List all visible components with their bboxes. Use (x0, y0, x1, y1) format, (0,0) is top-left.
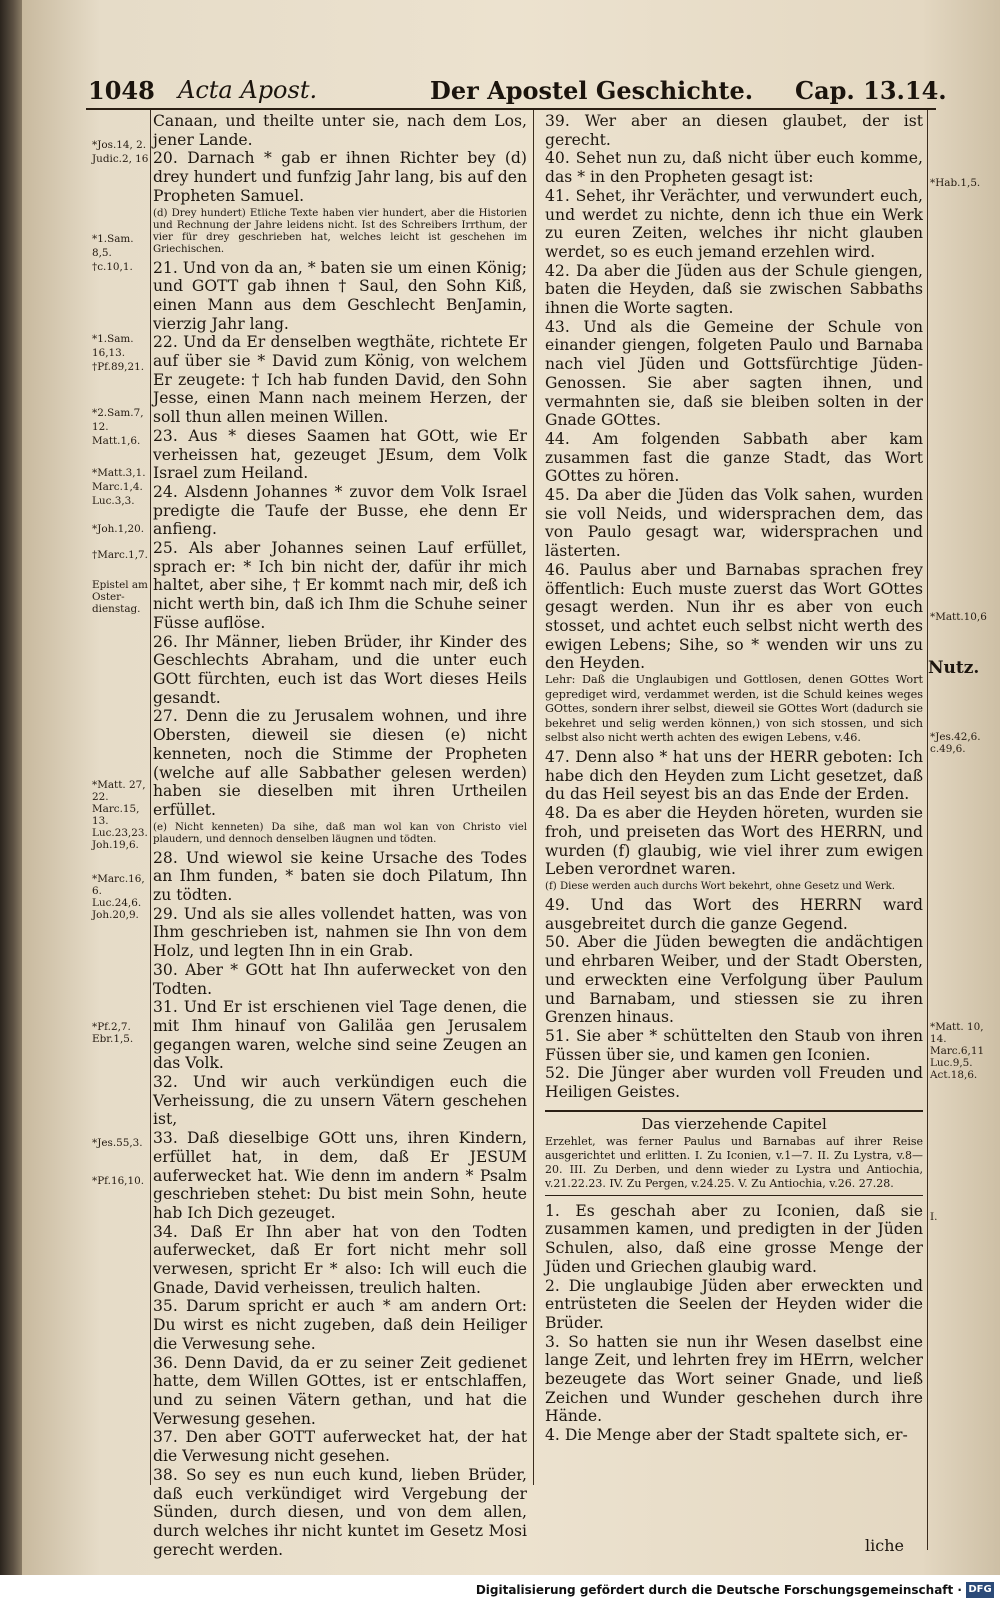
verse: 46. Paulus aber und Barnabas sprachen frey öffentlich: Euch muste zuerst das Wort GOttes gesagt werden. Nun ihr es aber von euch stosset, und achtet euch selbst nicht werth des ewigen Lebens; Sihe, so * wenden wir uns zu den Heyden. (545, 560, 923, 673)
catchword: liche (865, 1536, 904, 1555)
page-number: 1048 (88, 76, 155, 105)
right-margin-rule (927, 110, 928, 1550)
running-title: Der Apostel Geschichte. (430, 76, 754, 105)
verse: 37. Den aber GOTT auferwecket hat, der hat die Verwesung nicht gesehen. (153, 1428, 527, 1466)
verse: 26. Ihr Männer, lieben Brüder, ihr Kinder des Geschlechts Abraham, und die unter euch GOtt fürchten, euch ist das Wort dieses Heils gesandt. (153, 632, 527, 707)
margin-reference: *Matt. 10, (930, 1021, 984, 1033)
verse: 36. Denn David, da er zu seiner Zeit gedienet hatte, dem Willen GOttes, ist er entschlaffen, und zu seinen Vätern gethan, und hat die Verwesung gesehen. (153, 1353, 527, 1428)
footnote: (f) Diese werden auch durchs Wort bekehrt, ohne Gesetz und Werk. (545, 880, 896, 892)
chapter-heading: Das vierzehende Capitel (641, 1114, 827, 1133)
header-rule (86, 108, 936, 110)
margin-label: Nutz. (928, 658, 980, 678)
verse: 33. Daß dieselbige GOtt uns, ihren Kindern, erfüllet hat, in dem, daß Er JESUM auferwecket hat. Wie denn im andern * Psalm geschrieben stehet: Du bist mein Sohn, heute hab Ich Dich gezeuget. (153, 1129, 527, 1222)
right-text-column (545, 112, 923, 1445)
margin-reference: *Pf.2,7. (92, 1021, 131, 1033)
verse: 38. So sey es nun euch kund, lieben Brüder, daß euch verkündiget wird Vergebung der Sünden, durch diesen, und von dem allen, durch welches ihr nicht kuntet im Gesetz Mosi gerecht werden. (153, 1465, 527, 1559)
margin-reference: Luc.24,6. (92, 897, 142, 909)
margin-reference: Epistel am (92, 579, 148, 591)
margin-reference: *Jes.55,3. (92, 1137, 143, 1149)
verse: 20. Darnach * gab er ihnen Richter bey (d) drey hundert und funfzig Jahr lang, bis auf den Propheten Samuel. (153, 149, 527, 205)
footnote: (d) Drey hundert) Etliche Texte haben vier hundert, aber die Historien und Rechnung der Jahre leidens nicht. Ist des Schreibers Irrthum, der vier für drey geschrieben hat, welches leicht ist geschehen im Griechischen. (153, 207, 527, 255)
margin-reference: *Hab.1,5. (930, 177, 981, 189)
margin-reference: *Jos.14, 2. (92, 139, 146, 151)
verse: 21. Und von da an, * baten sie um einen König; und GOTT gab ihnen † Saul, den Sohn Kiß, einen Mann aus dem Geschlecht BenJamin, vierzig Jahr lang. (153, 258, 527, 333)
verse: 2. Die unglaubige Jüden aber erweckten und entrüsteten die Seelen der Heyden wider die Brüder. (545, 1276, 923, 1332)
margin-reference: 6. (92, 885, 102, 897)
margin-reference: Joh.20,9. (92, 909, 139, 921)
verse: 45. Da aber die Jüden das Volk sahen, wurden sie voll Neids, und widersprachen dem, das von Paulo gesagt war, widersprachen und lästerten. (545, 486, 923, 561)
verse: 34. Daß Er Ihn aber hat von den Todten auferwecket, daß Er fort nicht mehr soll verwesen, spricht Er * also: Ich will euch die Gnade, David verheissen, treulich halten. (153, 1222, 527, 1297)
verse: 47. Denn also * hat uns der HERR geboten: Ich habe dich den Heyden zum Licht gesetzet, daß du das Heil seyest bis an das Ende der Erden. (545, 748, 923, 804)
margin-reference: Luc.23,23. (92, 827, 148, 839)
verse: 43. Und als die Gemeine der Schule von einander giengen, folgeten Paulo und Barnaba nach viel Jüden und Gottsfürchtige Jüden-Genossen. Sie aber sagten ihnen, und vermahnten sie, daß sie bleiben solten in der Gnade GOttes. (545, 317, 923, 430)
margin-reference: *Matt.10,6 (930, 611, 987, 623)
right-verses (545, 112, 923, 1102)
running-book-name: Acta Apost. (178, 76, 318, 104)
margin-reference: Marc.15, (92, 803, 140, 815)
margin-reference: *Jes.42,6. (930, 731, 981, 743)
verse: 35. Darum spricht er auch * am andern Ort: Du wirst es nicht zugeben, daß dein Heiliger die Verwesung sehe. (153, 1297, 527, 1353)
margin-reference: †Marc.1,7. (92, 549, 148, 561)
left-margin-rule (150, 110, 151, 1485)
verse: 44. Am folgenden Sabbath aber kam zusammen fast die ganze Stadt, das Wort GOttes zu hören. (545, 429, 923, 486)
verse: 25. Als aber Johannes seinen Lauf erfüllet, sprach er: * Ich bin nicht der, dafür ihr mich haltet, aber sihe, † Er kommt nach mir, deß ich nicht werth bin, daß ich Ihm die Schuhe seiner Füsse auflöse. (153, 539, 527, 632)
margin-reference: *Marc.16, (92, 873, 145, 885)
margin-reference: Oster- (92, 591, 125, 603)
verse: 52. Die Jünger aber wurden voll Freuden und Heiligen Geistes. (545, 1064, 923, 1102)
margin-reference: *2.Sam.7, (92, 407, 144, 419)
margin-reference: *Joh.1,20. (92, 523, 145, 535)
margin-reference: dienstag. (92, 603, 141, 615)
margin-reference: Marc.1,4. (92, 481, 143, 493)
margin-reference: Ebr.1,5. (92, 1033, 134, 1045)
margin-reference: Joh.19,6. (92, 839, 139, 851)
chapter-14-verses (545, 1202, 923, 1445)
margin-reference: 22. (92, 791, 109, 803)
margin-reference: Marc.6,11 (930, 1045, 985, 1057)
margin-reference: *1.Sam. (92, 233, 134, 245)
margin-reference: *Matt.3,1. (92, 467, 146, 479)
verse: 39. Wer aber an diesen glaubet, der ist gerecht. (545, 112, 923, 149)
verse: 1. Es geschah aber zu Iconien, daß sie zusammen kamen, und predigten in der Jüden Schulen, also, daß eine grosse Menge der Jüden und Griechen glaubig ward. (545, 1201, 923, 1276)
margin-reference: Luc.9,5. (930, 1057, 973, 1069)
dfg-logo: DFG (966, 1582, 994, 1598)
margin-reference: 13. (92, 815, 109, 827)
left-text-column (153, 112, 527, 1559)
margin-reference: †Pf.89,21. (92, 361, 145, 373)
verse: 42. Da aber die Jüden aus der Schule giengen, baten die Heyden, daß sie zwischen Sabbaths ihnen die Worte sagten. (545, 261, 923, 318)
verse: 50. Aber die Jüden bewegten die andächtigen und ehrbaren Weiber, und der Stadt Obersten, und erweckten eine Verfolgung über Paulum und Barnabam, und stiessen sie zu ihren Grenzen hinaus. (545, 933, 923, 1027)
margin-reference: *Pf.16,10. (92, 1175, 145, 1187)
digitization-footer (0, 1575, 1000, 1607)
verse: 40. Sehet nun zu, daß nicht über euch komme, das * in den Propheten gesagt ist: (545, 149, 923, 187)
margin-reference: *Matt. 27, (92, 779, 146, 791)
verse: 22. Und da Er denselben wegthäte, richtete Er auf über sie * David zum König, von welchem Er zeugete: † Ich hab funden David, den Sohn Jesse, einen Mann nach meinem Herzen, der soll thun allen meinen Willen. (153, 333, 527, 427)
verse: 51. Sie aber * schüttelten den Staub von ihren Füssen über sie, und kamen gen Iconien. (545, 1026, 923, 1064)
margin-reference: 8,5. (92, 247, 112, 259)
verse: 49. Und das Wort des HERRN ward ausgebreitet durch die ganze Gegend. (545, 895, 923, 933)
chapter-14-heading-block (545, 1110, 923, 1196)
verse: 30. Aber * GOtt hat Ihn auferwecket von den Todten. (153, 960, 527, 998)
verse: 41. Sehet, ihr Verächter, und verwundert euch, und werdet zu nichte, denn ich thue ein Werk zu euren Zeiten, welches ihr nicht glauben werdet, so es euch jemand erzehlen wird. (545, 186, 923, 261)
margin-reference: †c.10,1. (92, 261, 133, 273)
chapter-summary: Erzehlet, was ferner Paulus und Barnabas auf ihrer Reise ausgerichtet und erlitten. I. Zu Iconien, v.1—7. II. Zu Lystra, v.8—20. III. Zu Derben, und denn wieder zu Lystra und Antiochia, v.21.22.23. IV. Zu Pergen, v.24.25. V. Zu Antiochia, v.26. 27.28. (545, 1134, 923, 1190)
verse: 4. Die Menge aber der Stadt spaltete sich, er- (545, 1426, 908, 1445)
column-rule (533, 110, 534, 1485)
verse: 23. Aus * dieses Saamen hat GOtt, wie Er verheissen hat, gezeuget JEsum, dem Volk Israel zum Heiland. (153, 426, 527, 483)
verse: 28. Und wiewol sie keine Ursache des Todes an Ihm funden, * baten sie doch Pilatum, Ihn zu tödten. (153, 848, 527, 905)
book-binding (0, 0, 22, 1575)
verse: 31. Und Er ist erschienen viel Tage denen, die mit Ihm hinauf von Galiläa gen Jerusalem gegangen waren, welche sind seine Zeugen an das Volk. (153, 998, 527, 1073)
footer-credit: Digitalisierung gefördert durch die Deutsche Forschungsgemeinschaft · (475, 1583, 962, 1597)
verse: 48. Da es aber die Heyden höreten, wurden sie froh, und preiseten das Wort des HERRN, und wurden (f) glaubig, wie viel ihrer zum ewigen Leben verordnet waren. (545, 804, 923, 879)
verse: 27. Denn die zu Jerusalem wohnen, und ihre Obersten, dieweil sie diesen (e) nicht kenneten, noch die Stimme der Propheten (welche auf alle Sabbather gelesen werden) haben sie dieselben mit ihren Urtheilen erfüllet. (153, 707, 527, 819)
margin-reference: 12. (92, 421, 109, 433)
margin-reference: c.49,6. (930, 743, 966, 755)
verse: Canaan, und theilte unter sie, nach dem Los, jener Lande. (153, 112, 527, 149)
margin-reference: *1.Sam. (92, 333, 134, 345)
margin-reference: Act.18,6. (930, 1069, 978, 1081)
verse: 29. Und als sie alles vollendet hatten, was von Ihm geschrieben ist, nahmen sie Ihn von dem Holz, und legten Ihn in ein Grab. (153, 904, 527, 961)
footnote: (e) Nicht kenneten) Da sihe, daß man wol kan von Christo viel plaudern, und dennoch denselben läugnen und tödten. (153, 821, 527, 845)
margin-reference: Judic.2, 16 (92, 153, 149, 165)
margin-reference: 16,13. (92, 347, 126, 359)
margin-reference: Luc.3,3. (92, 495, 135, 507)
margin-reference: Matt.1,6. (92, 435, 141, 447)
doctrine-note: Lehr: Daß die Unglaubigen und Gottlosen, denen GOttes Wort geprediget wird, verdammet werden, ist die Schuld keines weges GOttes, sondern ihrer selbst, dieweil sie GOttes Wort (dadurch sie bekehret und selig werden können,) von sich stossen, und sich selbst also nicht werth achten des ewigen Lebens, v.46. (545, 673, 923, 745)
verse: 32. Und wir auch verkündigen euch die Verheissung, die zu unsern Vätern geschehen ist, (153, 1073, 527, 1129)
verse: 3. So hatten sie nun ihr Wesen daselbst eine lange Zeit, und lehrten frey im HErrn, welcher bezeugete das Wort seiner Gnade, und ließ Zeichen und Wunder geschehen durch ihre Hände. (545, 1332, 923, 1426)
margin-reference: I. (930, 1211, 938, 1223)
verse: 24. Alsdenn Johannes * zuvor dem Volk Israel predigte die Taufe der Busse, ehe denn Er anfieng. (153, 482, 527, 539)
margin-reference: 14. (930, 1033, 947, 1045)
running-chapter: Cap. 13.14. (795, 76, 947, 105)
